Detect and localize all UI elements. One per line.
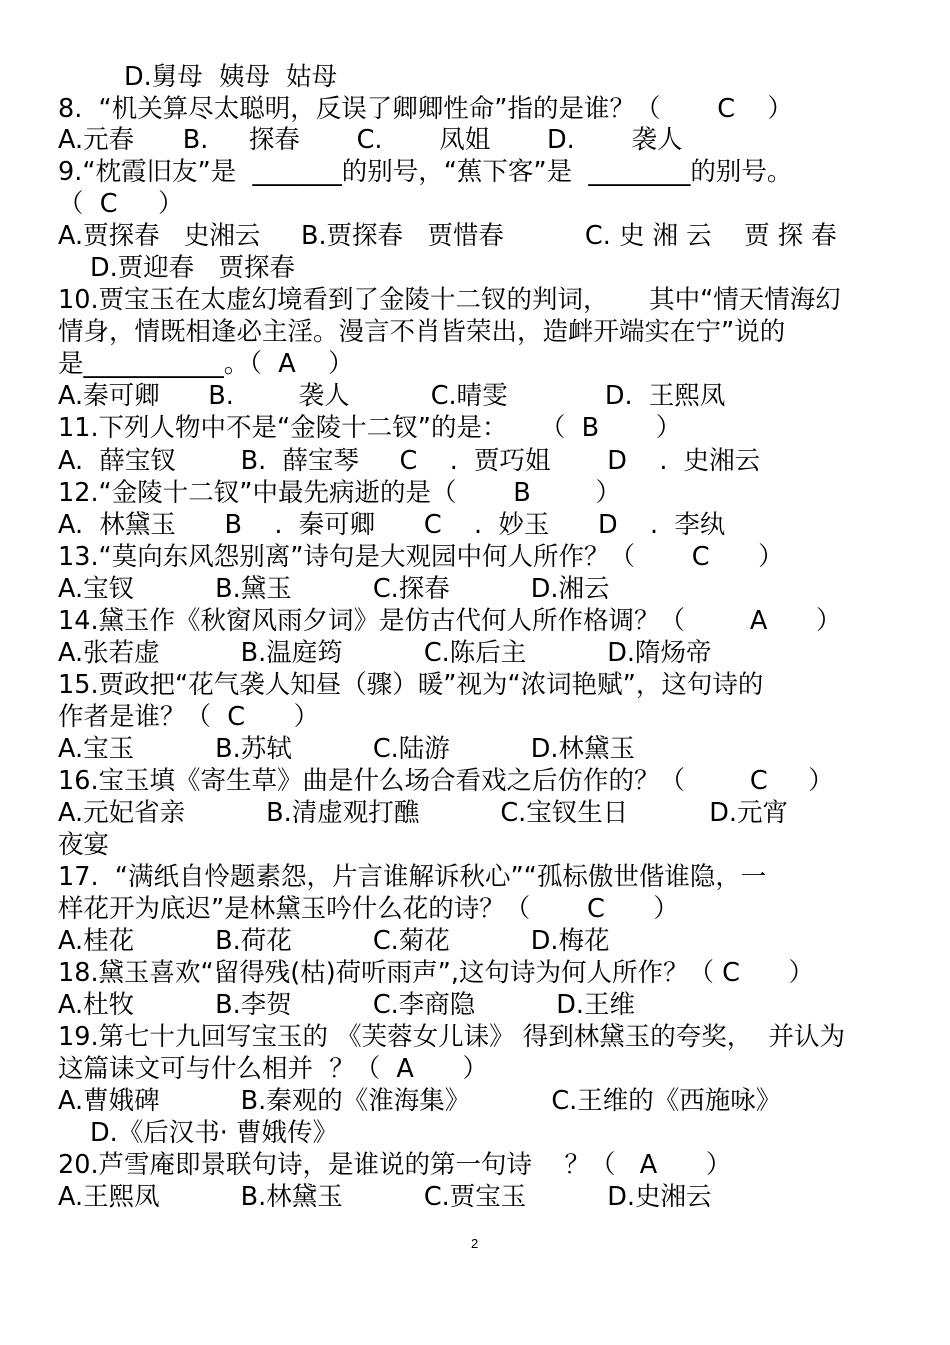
text-line: A.曹娥碑 B.秦观的《淮海集》 C.王维的《西施咏》 <box>58 1086 782 1116</box>
text-line: 10.贾宝玉在太虚幻境看到了金陵十二钗的判词， 其中“情天情海幻 <box>58 285 841 315</box>
text-line: 20.芦雪庵即景联句诗，是谁说的第一句诗 ？（ A ） <box>58 1150 732 1180</box>
text-line: A.桂花 B.荷花 C.菊花 D.梅花 <box>58 926 610 956</box>
text-line: D.《后汉书· 曹娥传》 <box>90 1118 338 1148</box>
text-line: （ C ） <box>58 189 184 219</box>
text-line: 13.“莫向东风怨别离”诗句是大观园中何人所作？（ C ） <box>58 542 784 572</box>
text-line: 样花开为底迟”是林黛玉吟什么花的诗？（ C ） <box>58 894 679 924</box>
text-line: 夜宴 <box>58 830 110 860</box>
text-line: 19.第七十九回写宝玉的 《芙蓉女儿诔》 得到林黛玉的夸奖， 并认为 <box>58 1022 845 1052</box>
text-line: 16.宝玉填《寄生草》曲是什么场合看戏之后仿作的？（ C ） <box>58 766 834 796</box>
text-line: A.张若虚 B.温庭筠 C.陈后主 D.隋炀帝 <box>58 638 712 668</box>
text-line: A.宝玉 B.苏轼 C.陆游 D.林黛玉 <box>58 734 636 764</box>
text-line: A.秦可卿 B. 袭人 C.晴雯 D. 王熙凤 <box>58 381 726 411</box>
text-line: 作者是谁？（ C ） <box>58 702 320 732</box>
text-line: A. 林黛玉 B . 秦可卿 C . 妙玉 D . 李纨 <box>58 510 726 540</box>
text-line: 18.黛玉喜欢“留得残(枯)荷听雨声”,这句诗为何人所作？（ C ） <box>58 958 815 988</box>
text-line: 9.“枕霞旧友”是 _______的别号，“蕉下客”是 ________的别号。 <box>58 157 793 187</box>
text-line: 12.“金陵十二钗”中最先病逝的是（ B ） <box>58 478 622 508</box>
text-line: 11.下列人物中不是“金陵十二钗”的是： （ B ） <box>58 413 682 443</box>
text-line: A.元妃省亲 B.清虚观打醮 C.宝钗生日 D.元宵 <box>58 798 789 828</box>
page-number: 2 <box>471 1236 479 1251</box>
text-line: A.元春 B. 探春 C. 凤姐 D. 袭人 <box>58 125 683 155</box>
text-line: 这篇诔文可与什么相并 ？（ A ） <box>58 1054 489 1084</box>
text-line: A. 薛宝钗 B. 薛宝琴 C . 贾巧姐 D . 史湘云 <box>58 446 761 476</box>
text-line: A.贾探春 史湘云 B.贾探春 贾惜春 C. 史 湘 云 贾 探 春 <box>58 221 837 251</box>
text-line: 情身，情既相逢必主淫。漫言不肖皆荣出，造衅开端实在宁”说的 <box>58 317 786 347</box>
text-line: A.王熙凤 B.林黛玉 C.贾宝玉 D.史湘云 <box>58 1182 712 1212</box>
text-line: A.杜牧 B.李贺 C.李商隐 D.王维 <box>58 990 636 1020</box>
text-line: D.舅母 姨母 姑母 <box>124 62 338 92</box>
text-line: 17. “满纸自怜题素怨，片言谁解诉秋心”“孤标傲世偕谁隐，一 <box>58 862 767 892</box>
text-line: 15.贾政把“花气袭人知昼（骤）暖”视为“浓词艳赋”，这句诗的 <box>58 670 764 700</box>
text-line: A.宝钗 B.黛玉 C.探春 D.湘云 <box>58 574 610 604</box>
text-line: 8. “机关算尽太聪明，反误了卿卿性命”指的是谁？（ C ） <box>58 94 793 124</box>
text-line: 是___________。（ A ） <box>58 349 354 379</box>
text-line: 14.黛玉作《秋窗风雨夕词》是仿古代何人所作格调？（ A ） <box>58 606 842 636</box>
text-line: D.贾迎春 贾探春 <box>90 253 296 283</box>
